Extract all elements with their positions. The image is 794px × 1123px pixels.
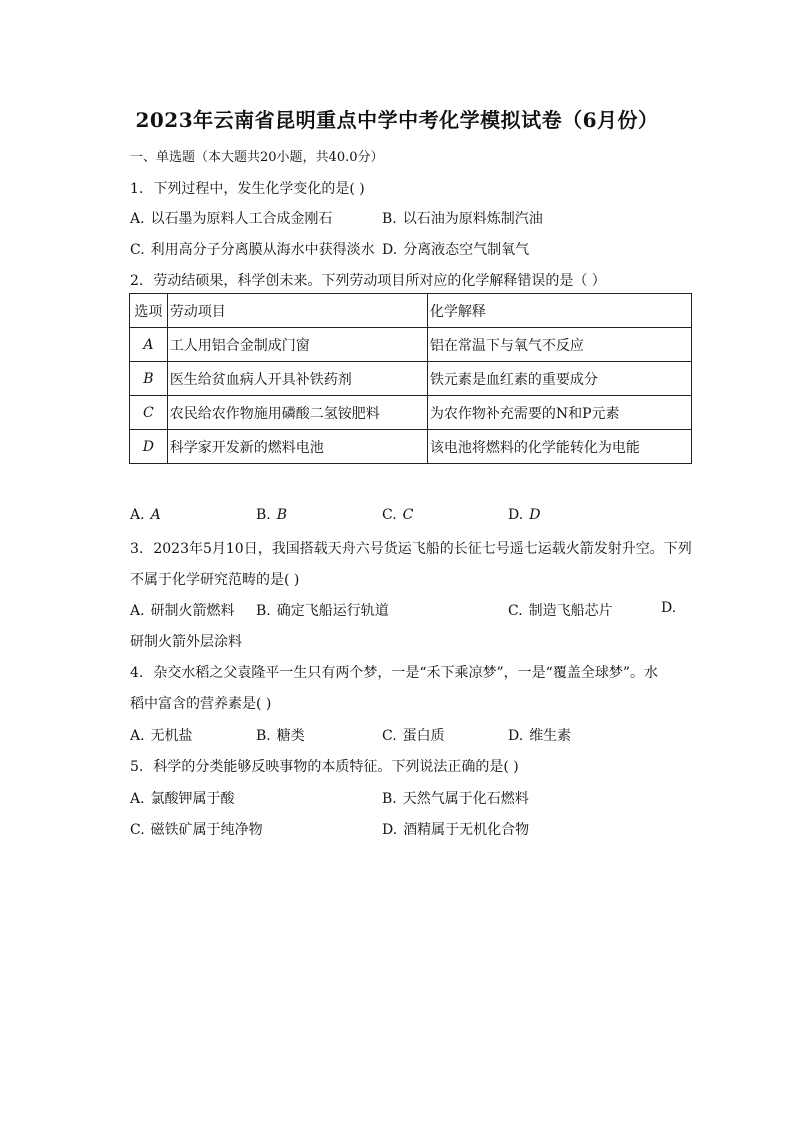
question-number: 1. [130,181,144,197]
question-text: 下列过程中，发生化学变化的是( ) [153,181,365,197]
page-title: 2023年云南省昆明重点中学中考化学模拟试卷（6月份） [135,108,659,132]
question-2 [130,270,606,290]
table-cell: B [130,362,168,396]
table-row [130,362,692,396]
table-header-cell: 劳动项目 [167,294,427,328]
question-3 [130,538,692,558]
q3-option-d-text: 研制火箭外层涂料 [130,634,242,650]
q4-option-c: C. 蛋白质 [382,728,445,744]
q3-option-a: A. 研制火箭燃料 [130,603,235,619]
table-header-row [130,294,692,328]
table-cell: 科学家开发新的燃料电池 [167,430,427,464]
section-heading: 一、单选题（本大题共20小题，共40.0分） [130,150,384,165]
question-text: 科学的分类能够反映事物的本质特征。下列说法正确的是( ) [153,759,519,775]
q2-option-c: C. C [382,507,414,523]
table-header-cell: 选项 [130,294,168,328]
table-cell: A [130,328,168,362]
q1-option-b: B. 以石油为原料炼制汽油 [382,211,543,227]
table-row [130,430,692,464]
question-text: 杂交水稻之父袁隆平一生只有两个梦，一是“禾下乘凉梦”，一是“覆盖全球梦”。水 [153,665,658,681]
table-cell: 农民给农作物施用磷酸二氢铵肥料 [167,396,427,430]
table-cell: 为农作物补充需要的N和P元素 [427,396,691,430]
question-1 [130,178,365,198]
q5-option-d: D. 酒精属于无机化合物 [382,822,530,838]
q5-option-b: B. 天然气属于化石燃料 [382,791,529,807]
question-number: 2. [130,273,144,289]
question-text: 劳动结硕果，科学创未来。下列劳动项目所对应的化学解释错误的是（ ） [153,273,606,289]
q4-option-a: A. 无机盐 [130,728,193,744]
q3-option-d: D. [661,600,677,616]
q1-option-d: D. 分离液态空气制氧气 [382,242,530,258]
table-cell: D [130,430,168,464]
question-4-line-2: 稻中富含的营养素是( ) [130,696,272,712]
q1-option-a: A. 以石墨为原料人工合成金刚石 [130,211,333,227]
table-cell: 该电池将燃料的化学能转化为电能 [427,430,691,464]
table-cell: 铁元素是血红素的重要成分 [427,362,691,396]
question-number: 3. [130,541,144,557]
table-cell: 铝在常温下与氧气不反应 [427,328,691,362]
table-cell: C [130,396,168,430]
q2-table [129,293,692,464]
table-cell: 工人用铝合金制成门窗 [167,328,427,362]
q3-option-b: B. 确定飞船运行轨道 [256,603,389,619]
table-row [130,328,692,362]
question-4 [130,662,658,682]
q1-option-c: C. 利用高分子分离膜从海水中获得淡水 [130,242,375,258]
question-text: 2023年5月10日，我国搭载天舟六号货运飞船的长征七号遥七运载火箭发射升空。下列 [153,541,692,557]
q4-option-b: B. 糖类 [256,728,305,744]
question-number: 4. [130,665,144,681]
q4-option-d: D. 维生素 [508,728,572,744]
q5-option-a: A. 氯酸钾属于酸 [130,791,235,807]
q3-option-c: C. 制造飞船芯片 [508,603,613,619]
q2-option-a: A. A [130,507,161,523]
q2-option-b: B. B [256,507,288,523]
q2-option-d: D. D [508,507,541,523]
table-cell: 医生给贫血病人开具补铁药剂 [167,362,427,396]
table-header-cell: 化学解释 [427,294,691,328]
table-row [130,396,692,430]
question-number: 5. [130,759,144,775]
q5-option-c: C. 磁铁矿属于纯净物 [130,822,263,838]
question-5 [130,756,519,776]
question-3-line-2: 不属于化学研究范畴的是( ) [130,572,300,588]
